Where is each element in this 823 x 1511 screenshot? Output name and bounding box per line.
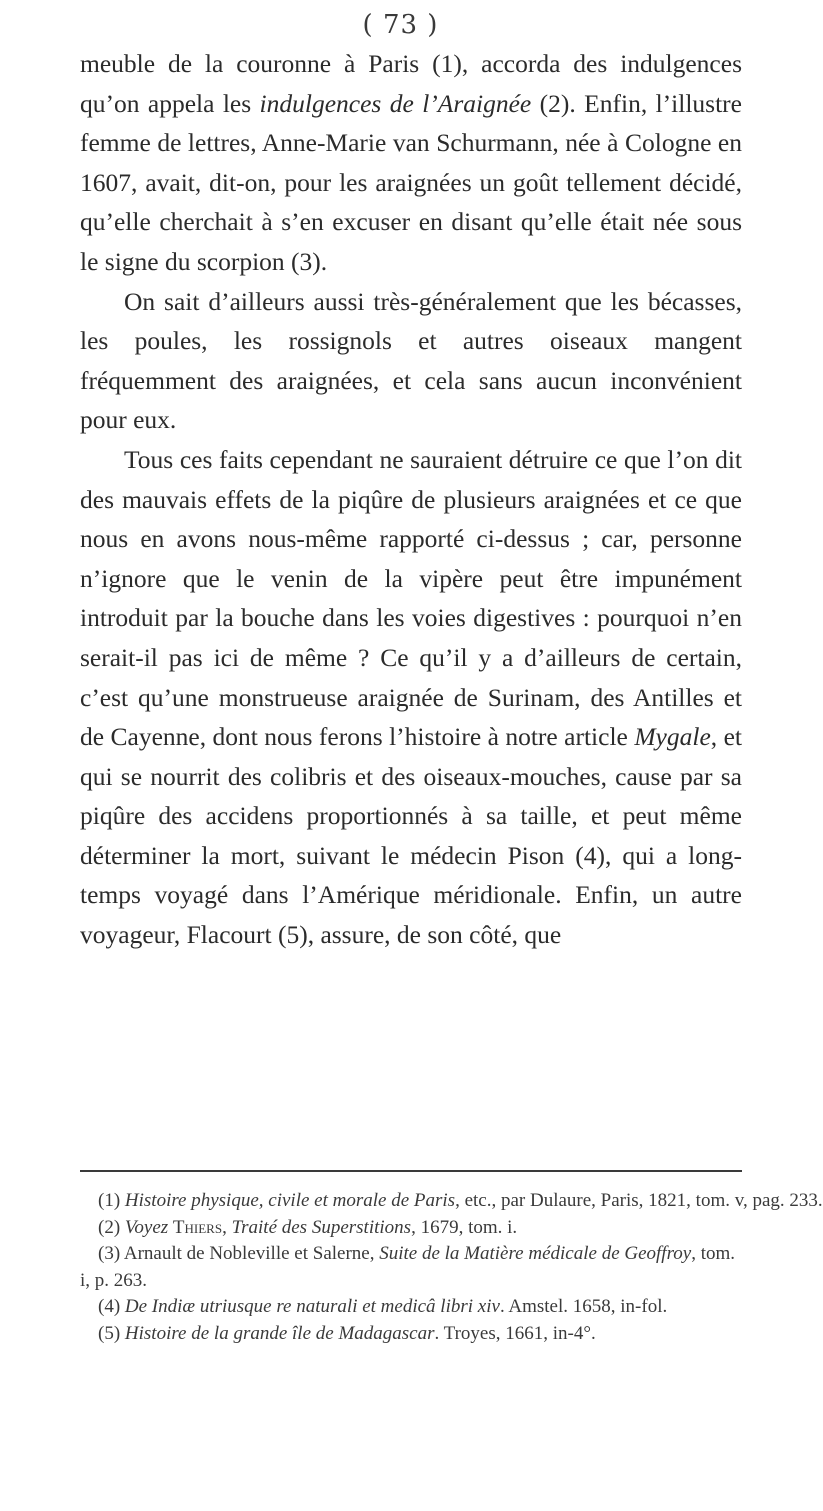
paragraph-3-text-end: , et qui se nourrit des colibris et des oiseaux-mouches, cause par sa piqûre des accidens proportionnés à sa taille, et peut même déterminer la mort, suivant le médecin Pison (4), qui a long-temps voyagé dans l’Amérique méridionale. Enfin, un autre voyageur, Flacourt (5), assure, de son côté, que	[80, 722, 742, 950]
footnote-marker: (5)	[98, 1322, 125, 1344]
footnote-3	[80, 1241, 742, 1294]
footnote-1	[80, 1188, 823, 1215]
paragraph-1-italic-term: indulgences de l’Araignée	[259, 88, 532, 118]
paragraph-3-text-start: Tous ces faits cependant ne sauraient détruire ce que l’on dit des mauvais effets de la piqûre de plusieurs araignées et ce que nous en avons nous-même rapporté ci-dessus ; car, personne n’ignore que le venin de la vipère peut être impunément introduit par la bouche dans les voies digestives : pourquoi n’en serait-il pas ici de même ? Ce qu’il y a d’ailleurs de certain, c’est qu’une monstrueuse araignée de Surinam, des Antilles et de Cayenne, dont nous ferons l’histoire à notre article	[80, 444, 742, 752]
paragraph-1-text-start: meuble de la couronne à Paris (1), accorda des indulgences qu’on appela les	[80, 49, 742, 118]
footnote-see: Voyez	[124, 1216, 169, 1238]
footnote-details: , 1679, tom. i.	[411, 1216, 518, 1238]
footnote-marker: (1)	[98, 1190, 125, 1211]
paragraph-2: On sait d’ailleurs aussi très-généralement que les bécasses, les poules, les rossignols et autres oiseaux mangent fréquemment des araignées, et cela sans aucun inconvénient pour eux.	[80, 286, 742, 435]
footnote-author: Arnault de Nobleville et Salerne,	[123, 1243, 380, 1264]
footnote-details: , tom. i, p. 263.	[80, 1243, 736, 1291]
paragraph-3-italic-term: Mygale	[634, 722, 711, 752]
footnote-4	[80, 1294, 742, 1321]
footnote-title: Suite de la Matière médicale de Geoffroy	[379, 1243, 692, 1264]
paragraph-1-text-end: (2). Enfin, l’illustre femme de lettres, Anne-Marie van Schurmann, née à Cologne en 1607, avait, dit-on, pour les araignées un goût tellement décidé, qu’elle cherchait à s’en excuser en disant qu’elle était née sous le signe du scorpion (3).	[80, 88, 742, 276]
footnote-details: , etc., par Dulaure, Paris, 1821, tom. v, pag. 233.	[455, 1190, 823, 1211]
footnote-divider	[80, 1170, 742, 1172]
paragraph-1	[80, 44, 742, 282]
footnote-2: (2) Voyez Thiers, Traité des Superstitions, 1679, tom. i.	[98, 1216, 518, 1238]
footnotes	[80, 1188, 823, 1347]
footnote-details: . Amstel. 1658, in-fol.	[499, 1296, 668, 1317]
paragraph-3	[80, 440, 742, 955]
footnote-title: Traité des Superstitions	[231, 1216, 412, 1238]
footnote-title: Histoire physique, civile et morale de Paris	[124, 1190, 456, 1211]
footnote-title: Histoire de la grande île de Madagascar	[124, 1322, 435, 1344]
main-text	[80, 44, 742, 955]
footnote-marker: (4)	[98, 1296, 125, 1317]
footnote-title: De Indiæ utriusque re naturali et medicâ libri xiv	[124, 1296, 500, 1317]
footnote-5	[80, 1321, 742, 1348]
footnote-details: . Troyes, 1661, in-4°.	[434, 1322, 596, 1344]
footnote-marker: (3)	[98, 1243, 124, 1264]
footnote-marker: (2)	[98, 1216, 125, 1238]
footnote-author: Thiers	[172, 1216, 223, 1238]
page-number: ( 73 )	[362, 10, 439, 40]
